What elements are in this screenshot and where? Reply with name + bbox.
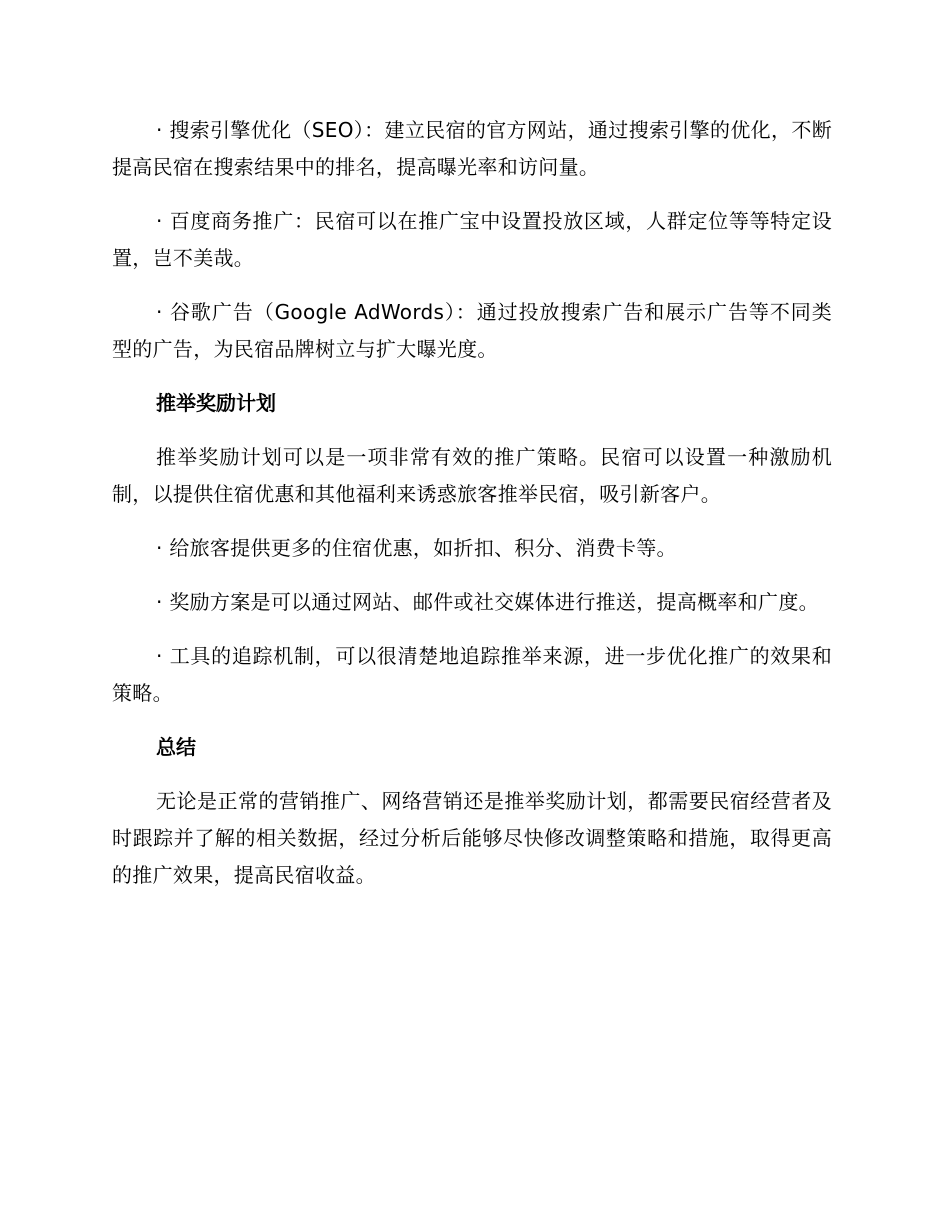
bullet-google-ads: · 谷歌广告（Google AdWords）：通过投放搜索广告和展示广告等不同类型的广告，为民宿品牌树立与扩大曝光度。	[112, 300, 832, 361]
bullet-reward-push: · 奖励方案是可以通过网站、邮件或社交媒体进行推送，提高概率和广度。	[156, 590, 819, 614]
bullet-discounts: · 给旅客提供更多的住宿优惠，如折扣、积分、消费卡等。	[156, 536, 677, 560]
section-heading-referral: 推举奖励计划	[156, 391, 276, 415]
bullet-baidu-promotion: · 百度商务推广：民宿可以在推广宝中设置投放区域，人群定位等等特定设置，岂不美哉。	[112, 209, 832, 270]
referral-intro-paragraph: 推举奖励计划可以是一项非常有效的推广策略。民宿可以设置一种激励机制，以提供住宿优惠和其他福利来诱惑旅客推举民宿，吸引新客户。	[112, 445, 832, 506]
summary-paragraph: 无论是正常的营销推广、网络营销还是推举奖励计划，都需要民宿经营者及时跟踪并了解的相关数据，经过分析后能够尽快修改调整策略和措施，取得更高的推广效果，提高民宿收益。	[112, 789, 832, 887]
bullet-tracking: · 工具的追踪机制，可以很清楚地追踪推举来源，进一步优化推广的效果和策略。	[112, 644, 832, 705]
document-page	[112, 112, 832, 911]
bullet-seo: · 搜索引擎优化（SEO）：建立民宿的官方网站，通过搜索引擎的优化，不断提高民宿在搜索结果中的排名，提高曝光率和访问量。	[112, 118, 832, 179]
section-heading-summary: 总结	[156, 735, 196, 759]
